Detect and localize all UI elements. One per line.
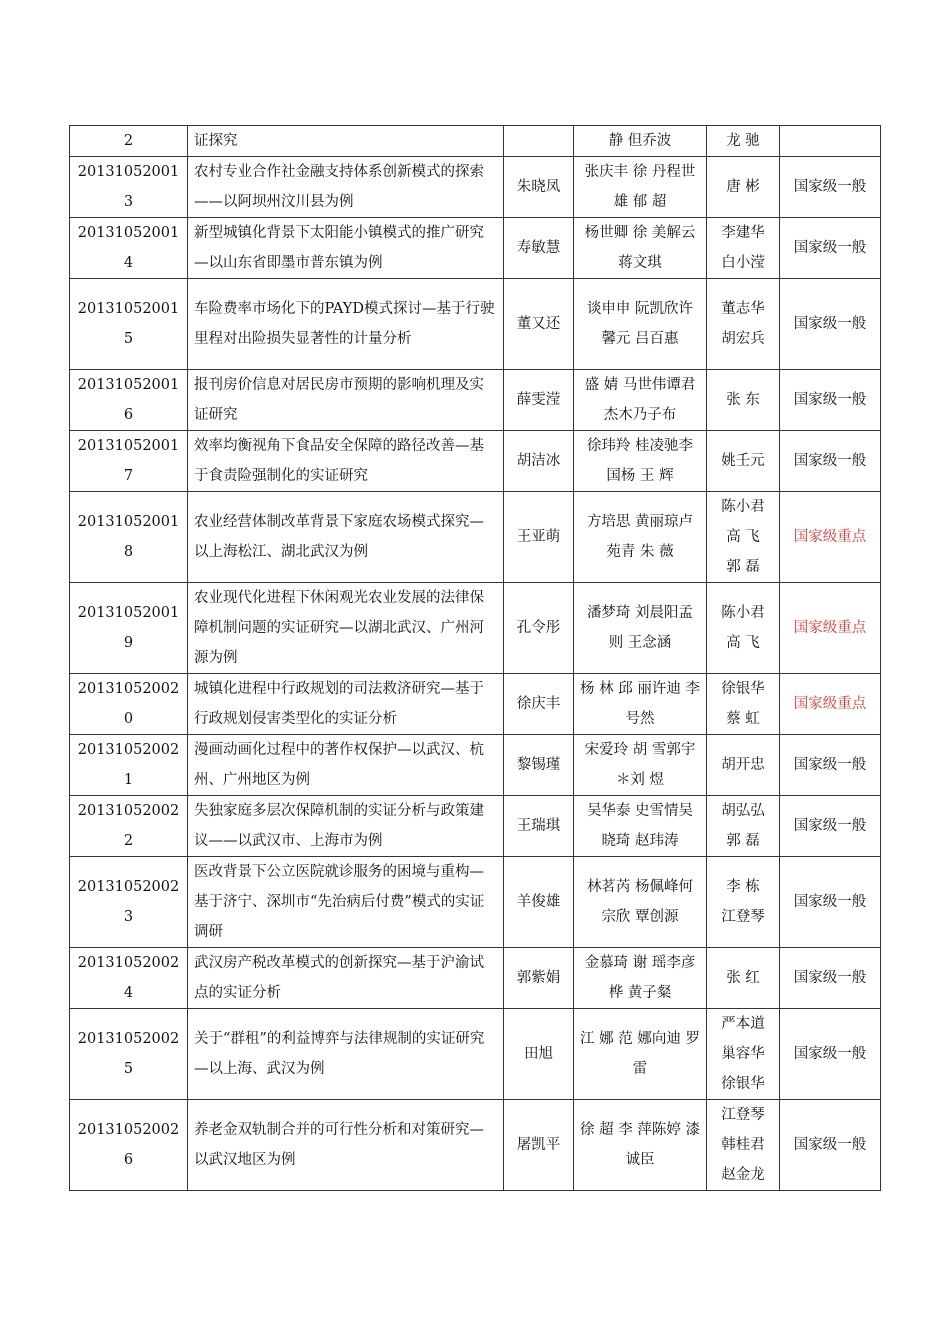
project-advisors-cell — [707, 583, 780, 674]
project-advisors: 张 东 — [726, 392, 760, 408]
project-level: 国家级一般 — [793, 894, 867, 910]
table-row — [70, 857, 881, 948]
project-members: 静 但乔波 — [608, 133, 672, 149]
project-title-cell — [188, 796, 504, 857]
project-members-cell — [574, 1009, 707, 1100]
project-members-cell — [574, 1100, 707, 1191]
project-title-cell — [188, 431, 504, 492]
project-level-cell — [780, 218, 881, 279]
project-advisors-cell — [707, 857, 780, 948]
project-members: 林茗芮 杨佩峰何宗欣 覃创源 — [586, 879, 694, 925]
project-title: 农业经营体制改革背景下家庭农场模式探究—以上海松江、湖北武汉为例 — [194, 514, 484, 560]
project-title-cell — [188, 492, 504, 583]
project-members-cell — [574, 370, 707, 431]
project-id: 20131052001 4 — [77, 225, 180, 271]
project-advisors: 胡弘弘 郭 磊 — [721, 803, 765, 849]
project-level-cell — [780, 583, 881, 674]
project-leader: 薛雯滢 — [516, 392, 561, 408]
table-row — [70, 370, 881, 431]
project-members: 吴华泰 史雪情吴晓琦 赵玮涛 — [586, 803, 694, 849]
project-level-cell — [780, 492, 881, 583]
project-leader: 孔令彤 — [516, 620, 561, 636]
project-title: 新型城镇化背景下太阳能小镇模式的推广研究—以山东省即墨市普东镇为例 — [194, 225, 484, 271]
table-row — [70, 674, 881, 735]
project-title: 失独家庭多层次保障机制的实证分析与政策建议——以武汉市、上海市为例 — [194, 803, 484, 849]
project-advisors-cell — [707, 948, 780, 1009]
project-level-cell — [780, 126, 881, 157]
project-leader-cell — [504, 126, 574, 157]
table-row — [70, 157, 881, 218]
project-title: 效率均衡视角下食品安全保障的路径改善—基于食责险强制化的实证研究 — [194, 438, 484, 484]
project-level: 国家级重点 — [793, 696, 867, 712]
project-title-cell — [188, 674, 504, 735]
project-members: 江 娜 范 娜向迪 罗 雷 — [580, 1031, 700, 1077]
project-leader-cell — [504, 857, 574, 948]
project-advisors: 江登琴 韩桂君 赵金龙 — [721, 1107, 765, 1183]
project-title-cell — [188, 218, 504, 279]
project-members-cell — [574, 674, 707, 735]
project-members: 谈申申 阮凯欣许馨元 吕百惠 — [586, 301, 694, 347]
project-id-cell — [70, 370, 188, 431]
project-id: 20131052001 9 — [77, 605, 180, 651]
project-id: 20131052002 3 — [77, 879, 180, 925]
project-title: 漫画动画化过程中的著作权保护—以武汉、杭州、广州地区为例 — [194, 742, 484, 788]
project-title-cell — [188, 370, 504, 431]
project-title-cell — [188, 948, 504, 1009]
project-advisors-cell — [707, 1100, 780, 1191]
project-title: 医改背景下公立医院就诊服务的困境与重构—基于济宁、深圳市“先治病后付费”模式的实证调研 — [194, 864, 485, 940]
project-leader-cell — [504, 431, 574, 492]
project-advisors: 严本道 巢容华 徐银华 — [721, 1016, 765, 1092]
project-leader: 董又还 — [516, 316, 561, 332]
table-row — [70, 1100, 881, 1191]
table-row — [70, 735, 881, 796]
project-members-cell — [574, 948, 707, 1009]
project-title: 武汉房产税改革模式的创新探究—基于沪渝试点的实证分析 — [194, 955, 484, 1001]
project-title: 证探究 — [194, 133, 238, 149]
project-level: 国家级一般 — [793, 179, 867, 195]
project-id: 20131052001 7 — [77, 438, 180, 484]
project-id-cell — [70, 1009, 188, 1100]
table-row — [70, 431, 881, 492]
project-members-cell — [574, 218, 707, 279]
project-level-cell — [780, 674, 881, 735]
project-members: 杨 林 邱 丽许迪 李号然 — [580, 681, 700, 727]
project-id: 20131052002 6 — [77, 1122, 180, 1168]
project-level: 国家级一般 — [793, 818, 867, 834]
project-id-cell — [70, 796, 188, 857]
project-advisors: 姚壬元 — [721, 453, 765, 469]
project-members-cell — [574, 583, 707, 674]
table-row — [70, 948, 881, 1009]
table-row — [70, 218, 881, 279]
project-leader: 王瑞琪 — [516, 818, 561, 834]
project-level-cell — [780, 431, 881, 492]
project-id-cell — [70, 218, 188, 279]
project-members-cell — [574, 157, 707, 218]
project-level-cell — [780, 948, 881, 1009]
project-id-cell — [70, 735, 188, 796]
project-level-cell — [780, 279, 881, 370]
project-level-cell — [780, 796, 881, 857]
project-advisors-cell — [707, 218, 780, 279]
project-advisors-cell — [707, 370, 780, 431]
project-members: 潘梦琦 刘晨阳孟则 王念涵 — [586, 605, 694, 651]
project-advisors-cell — [707, 674, 780, 735]
project-members-cell — [574, 857, 707, 948]
project-leader-cell — [504, 279, 574, 370]
project-leader: 屠凯平 — [516, 1137, 561, 1153]
project-level-cell — [780, 1100, 881, 1191]
project-members: 盛 婧 马世伟谭君杰木乃子布 — [584, 377, 696, 423]
project-id-cell — [70, 674, 188, 735]
project-title-cell — [188, 1009, 504, 1100]
project-advisors-cell — [707, 431, 780, 492]
project-advisors: 胡开忠 — [721, 757, 765, 773]
project-members: 杨世卿 徐 美解云 蒋文琪 — [584, 225, 696, 271]
project-id-cell — [70, 126, 188, 157]
project-title-cell — [188, 279, 504, 370]
project-level: 国家级一般 — [793, 970, 867, 986]
project-advisors: 徐银华 蔡 虹 — [721, 681, 765, 727]
project-id-cell — [70, 157, 188, 218]
project-advisors: 李建华 白小滢 — [721, 225, 765, 271]
project-members-cell — [574, 492, 707, 583]
project-level: 国家级一般 — [793, 1046, 867, 1062]
project-leader: 郭紫娟 — [516, 970, 561, 986]
project-leader: 王亚萌 — [516, 529, 561, 545]
project-leader-cell — [504, 492, 574, 583]
project-members-cell — [574, 735, 707, 796]
project-id: 20131052002 4 — [77, 955, 180, 1001]
project-leader: 徐庆丰 — [516, 696, 561, 712]
project-leader-cell — [504, 735, 574, 796]
project-title-cell — [188, 1100, 504, 1191]
project-leader: 胡洁冰 — [516, 453, 561, 469]
project-advisors: 李 栋 江登琴 — [721, 879, 765, 925]
project-id: 20131052001 6 — [77, 377, 180, 423]
project-leader-cell — [504, 370, 574, 431]
project-leader: 寿敏慧 — [516, 240, 561, 256]
project-leader-cell — [504, 796, 574, 857]
project-id-cell — [70, 857, 188, 948]
project-id-cell — [70, 431, 188, 492]
table-row — [70, 492, 881, 583]
project-advisors: 陈小君 高 飞 — [721, 605, 765, 651]
project-level: 国家级一般 — [793, 453, 867, 469]
project-members-cell — [574, 431, 707, 492]
project-level-cell — [780, 735, 881, 796]
project-title: 车险费率市场化下的PAYD模式探讨—基于行驶里程对出险损失显著性的计量分析 — [194, 301, 495, 347]
project-id-cell — [70, 279, 188, 370]
project-leader-cell — [504, 948, 574, 1009]
project-advisors: 董志华 胡宏兵 — [721, 301, 765, 347]
project-id: 20131052002 0 — [77, 681, 180, 727]
table-row — [70, 1009, 881, 1100]
project-level: 国家级一般 — [793, 1137, 867, 1153]
project-leader: 朱晓凤 — [516, 179, 561, 195]
project-members: 徐 超 李 萍陈婷 漆诚臣 — [580, 1122, 700, 1168]
project-id: 20131052001 8 — [77, 514, 180, 560]
project-id-cell — [70, 583, 188, 674]
table-row — [70, 279, 881, 370]
project-level: 国家级重点 — [793, 620, 867, 636]
project-leader: 羊俊雄 — [516, 894, 561, 910]
project-id: 20131052002 1 — [77, 742, 180, 788]
project-advisors: 陈小君 高 飞 郭 磊 — [721, 499, 765, 575]
project-title: 报刊房价信息对居民房市预期的影响机理及实证研究 — [194, 377, 484, 423]
project-title: 养老金双轨制合并的可行性分析和对策研究—以武汉地区为例 — [194, 1122, 484, 1168]
project-id-cell — [70, 948, 188, 1009]
project-level: 国家级一般 — [793, 392, 867, 408]
project-table — [69, 125, 881, 1191]
project-title-cell — [188, 126, 504, 157]
project-members: 徐玮羚 桂凌驰李国杨 王 辉 — [586, 438, 694, 484]
table-body — [70, 126, 881, 1191]
project-leader-cell — [504, 1100, 574, 1191]
project-title-cell — [188, 857, 504, 948]
project-level: 国家级重点 — [793, 529, 867, 545]
project-leader-cell — [504, 1009, 574, 1100]
project-members: 金慕琦 谢 瑶李彦桦 黄子粲 — [584, 955, 696, 1001]
project-leader: 黎锡瑾 — [516, 757, 561, 773]
project-leader: 田旭 — [524, 1046, 553, 1062]
project-level: 国家级一般 — [793, 757, 867, 773]
project-title-cell — [188, 583, 504, 674]
project-level: 国家级一般 — [793, 240, 867, 256]
project-leader-cell — [504, 157, 574, 218]
project-leader-cell — [504, 218, 574, 279]
project-title-cell — [188, 735, 504, 796]
project-id: 20131052001 5 — [77, 301, 180, 347]
project-id-cell — [70, 492, 188, 583]
project-advisors-cell — [707, 1009, 780, 1100]
project-members: 张庆丰 徐 丹程世雄 郁 超 — [584, 164, 696, 210]
project-title-cell — [188, 157, 504, 218]
project-id: 2 — [123, 133, 134, 149]
project-title: 农业现代化进程下休闲观光农业发展的法律保障机制问题的实证研究—以湖北武汉、广州河源为例 — [194, 590, 484, 666]
project-title: 关于“群租”的利益博弈与法律规制的实证研究—以上海、武汉为例 — [194, 1031, 485, 1077]
project-id: 20131052002 2 — [77, 803, 180, 849]
project-advisors-cell — [707, 279, 780, 370]
project-members-cell — [574, 126, 707, 157]
project-leader-cell — [504, 674, 574, 735]
project-level-cell — [780, 157, 881, 218]
project-advisors: 唐 彬 — [726, 179, 760, 195]
project-members: 宋爱玲 胡 雪郭宇＊刘 煜 — [584, 742, 696, 788]
project-members-cell — [574, 279, 707, 370]
table-row — [70, 126, 881, 157]
project-id: 20131052002 5 — [77, 1031, 180, 1077]
project-advisors-cell — [707, 796, 780, 857]
table-row — [70, 583, 881, 674]
project-level-cell — [780, 1009, 881, 1100]
project-members-cell — [574, 796, 707, 857]
project-leader-cell — [504, 583, 574, 674]
project-advisors: 龙 驰 — [726, 133, 760, 149]
project-level-cell — [780, 857, 881, 948]
project-advisors: 张 红 — [726, 970, 760, 986]
table-row — [70, 796, 881, 857]
project-advisors-cell — [707, 126, 780, 157]
project-members: 方培思 黄丽琼卢苑青 朱 薇 — [586, 514, 694, 560]
project-id: 20131052001 3 — [77, 164, 180, 210]
project-advisors-cell — [707, 735, 780, 796]
project-advisors-cell — [707, 492, 780, 583]
project-level: 国家级一般 — [793, 316, 867, 332]
project-level-cell — [780, 370, 881, 431]
project-title: 城镇化进程中行政规划的司法救济研究—基于行政规划侵害类型化的实证分析 — [194, 681, 484, 727]
project-advisors-cell — [707, 157, 780, 218]
project-id-cell — [70, 1100, 188, 1191]
project-title: 农村专业合作社金融支持体系创新模式的探索——以阿坝州汶川县为例 — [194, 164, 484, 210]
